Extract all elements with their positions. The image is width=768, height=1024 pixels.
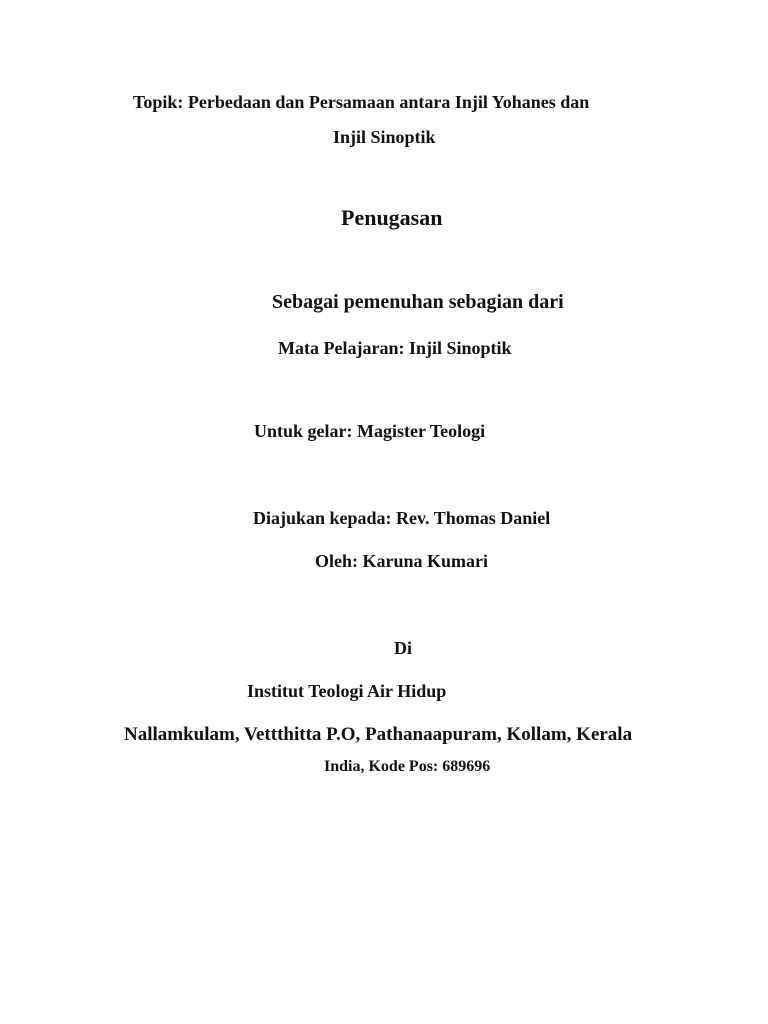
location-preposition: Di	[394, 638, 412, 658]
institution-name: Institut Teologi Air Hidup	[247, 681, 447, 701]
degree-line: Untuk gelar: Magister Teologi	[254, 421, 486, 441]
topic-line-2: Injil Sinoptik	[333, 127, 436, 147]
address-line-2: India, Kode Pos: 689696	[324, 758, 491, 775]
address-line-1: Nallamkulam, Vettthitta P.O, Pathanaapuram, Kollam, Kerala	[124, 724, 633, 745]
course-line: Mata Pelajaran: Injil Sinoptik	[278, 338, 512, 358]
submitted-to-line: Diajukan kepada: Rev. Thomas Daniel	[253, 508, 551, 528]
purpose-line: Sebagai pemenuhan sebagian dari	[272, 291, 564, 313]
author-line: Oleh: Karuna Kumari	[315, 551, 489, 571]
document-heading: Penugasan	[341, 205, 443, 230]
topic-line-1: Topik: Perbedaan dan Persamaan antara Injil Yohanes dan	[133, 92, 590, 112]
